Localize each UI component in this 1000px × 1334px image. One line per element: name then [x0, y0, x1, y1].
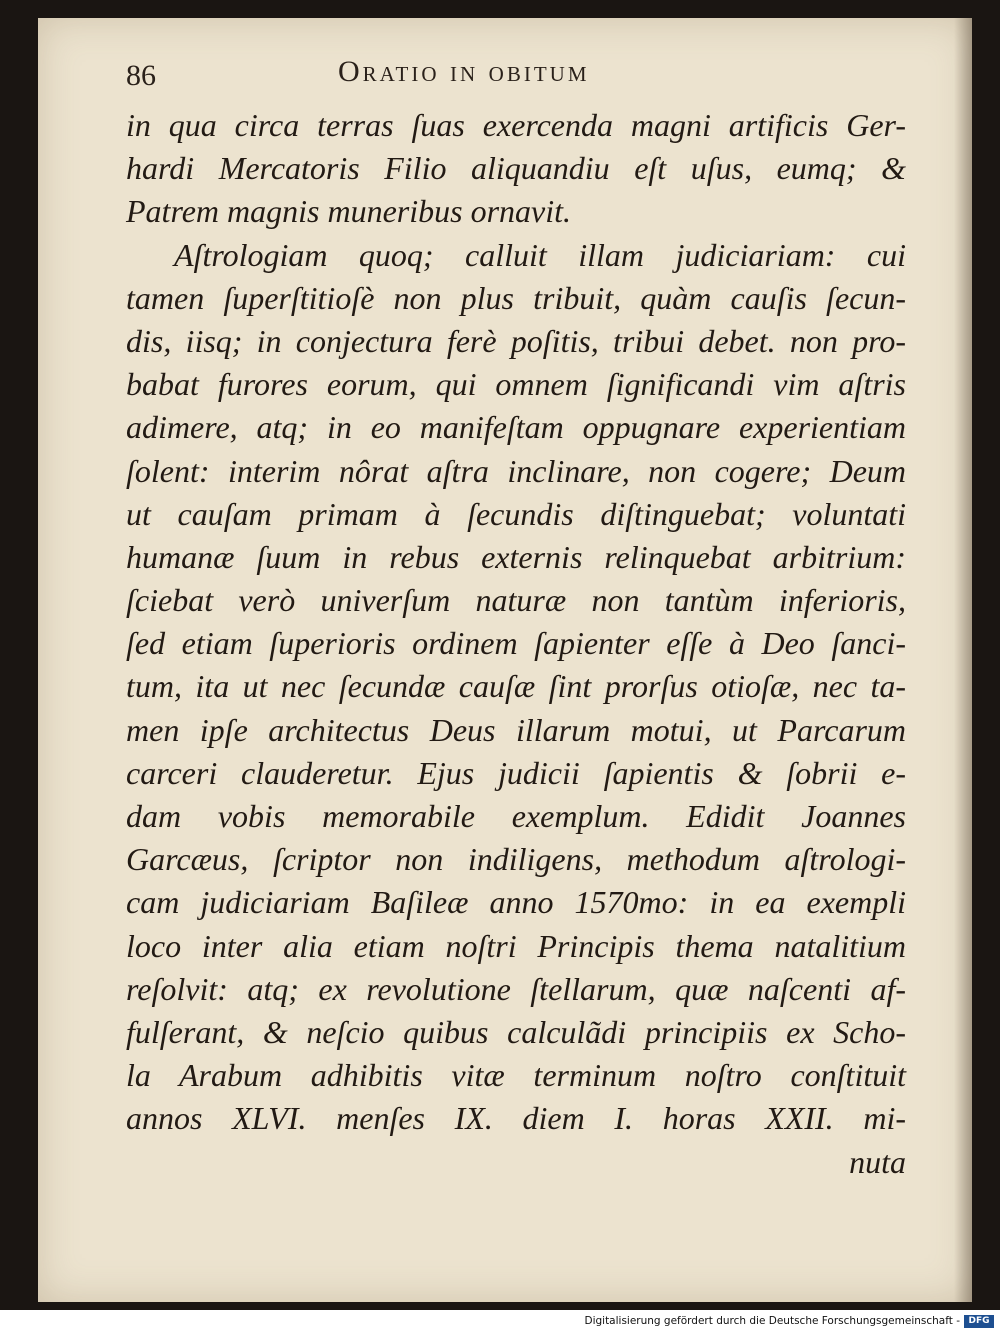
running-title: Oratio in obitum [338, 55, 590, 88]
text-line: in qua circa terras ſuas exercenda magni artificis Ger- [126, 107, 906, 143]
text-line: men ipſe architectus Deus illarum motui, ut Parcarum [126, 711, 906, 748]
text-line: Patrem magnis muneribus ornavit. [126, 193, 572, 230]
text-line: ſed etiam ſuperioris ordinem ſapienter eſſe à Deo ſanci- [126, 625, 906, 662]
page-number: 86 [126, 59, 156, 92]
text-line: dis, iisq; in conjectura ferè poſitis, tribui debet. non pro- [126, 322, 906, 359]
text-line: ſolent: interim nôrat aſtra inclinare, non cogere; Deum [126, 452, 906, 489]
text-body [126, 104, 906, 1184]
text-line: ut cauſam primam à ſecundis diſtinguebat; voluntati [126, 495, 906, 532]
text-line: tamen ſuperſtitioſè non plus tribuit, quàm cauſis ſecun- [126, 279, 906, 316]
text-line: cam judiciariam Baſileæ anno 1570mo: in ea exempli [126, 884, 906, 921]
text-line: loco inter alia etiam noſtri Principis thema natalitium [126, 927, 906, 964]
text-line: annos XLVI. menſes IX. diem I. horas XXII. mi- [126, 1100, 906, 1137]
text-line: carceri clauderetur. Ejus judicii ſapientis & ſobrii e- [126, 754, 906, 791]
text-line: hardi Mercatoris Filio aliquandiu eſt uſus, eumq; & [126, 150, 906, 187]
digitization-footer [0, 1310, 1000, 1334]
text-line: dam vobis memorabile exemplum. Edidit Joannes [126, 798, 906, 834]
dfg-logo: DFG [964, 1315, 994, 1328]
text-line: babat furores eorum, qui omnem ſignificandi vim aſtris [126, 366, 906, 403]
page-header [126, 55, 826, 101]
text-line: la Arabum adhibitis vitæ terminum noſtro conſtituit [126, 1057, 906, 1094]
text-line: fulſerant, & neſcio quibus calculãdi principiis ex Scho- [126, 1013, 906, 1050]
text-line: adimere, atq; in eo manifeſtam oppugnare experientiam [126, 409, 906, 446]
text-line: Aſtrologiam quoq; calluit illam judiciariam: cui [174, 236, 906, 273]
page-gutter-shadow [954, 18, 972, 1302]
text-line: Garcæus, ſcriptor non indiligens, methodum aſtrologi- [126, 841, 906, 878]
text-line: humanæ ſuum in rebus externis relinquebat arbitrium: [126, 538, 906, 575]
text-line: reſolvit: atq; ex revolutione ſtellarum, quæ naſcenti af- [126, 970, 906, 1007]
text-line: ſciebat verò univerſum naturæ non tantùm inferioris, [126, 582, 906, 619]
text-line: tum, ita ut nec ſecundæ cauſæ ſint prorſus otioſæ, nec ta- [126, 668, 906, 705]
catchword: nuta [849, 1143, 906, 1180]
funding-credit: Digitalisierung gefördert durch die Deutsche Forschungsgemeinschaft - [584, 1315, 960, 1327]
